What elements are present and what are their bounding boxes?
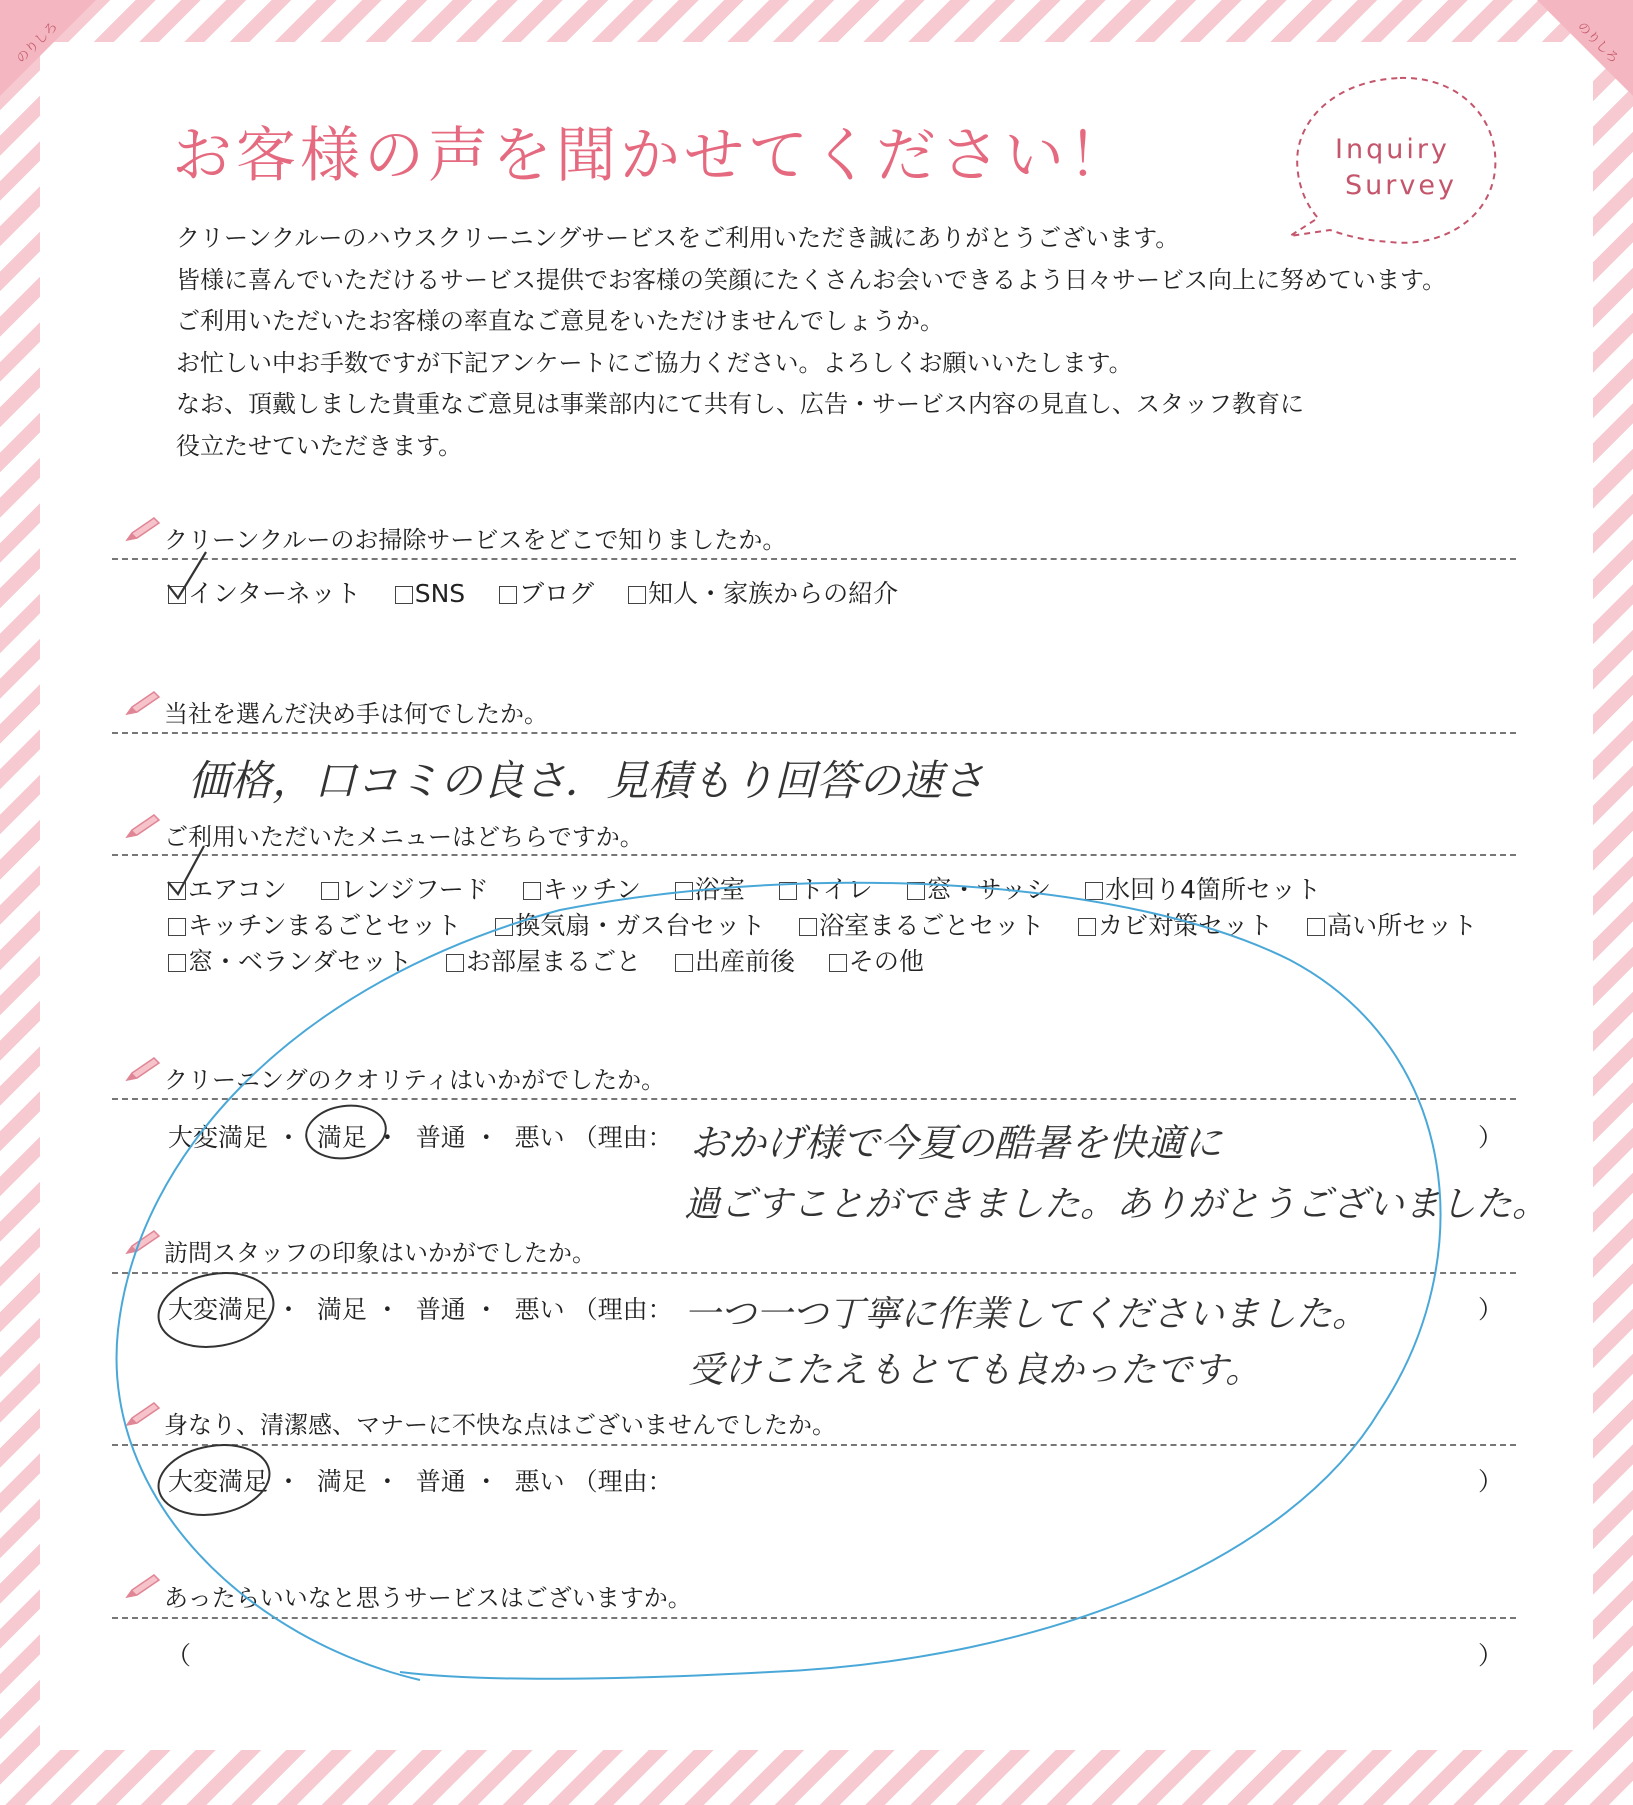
glue-margin-top-left	[0, 0, 120, 120]
option-label: キッチンまるごとセット	[188, 911, 462, 940]
close-paren: ）	[1478, 1641, 1504, 1670]
close-paren: ）	[1478, 1467, 1504, 1496]
option-blog[interactable]	[499, 579, 594, 608]
checkbox[interactable]	[779, 882, 797, 900]
divider	[112, 558, 1516, 560]
rating-staff: 大変満足 ・ 満足 ・ 普通 ・ 悪い （理由：	[168, 1290, 673, 1326]
option-label: カビ対策セット	[1098, 911, 1274, 940]
menu-option[interactable]	[495, 911, 765, 940]
checkbox[interactable]	[499, 586, 517, 604]
option-label: ブログ	[519, 579, 595, 608]
menu-row-3	[168, 942, 950, 978]
checkbox[interactable]	[523, 882, 541, 900]
source-options	[168, 574, 924, 610]
reason-label: （理由：	[572, 1467, 673, 1496]
intro-line: クリーンクルーのハウスクリーニングサービスをご利用いただき誠にありがとうございます。	[176, 224, 1180, 252]
rating-neutral[interactable]: 普通	[415, 1123, 466, 1152]
survey-badge	[1335, 132, 1457, 204]
glue-label: のりしろ	[1573, 19, 1622, 67]
checkbox[interactable]	[1307, 918, 1325, 936]
rating-satisfied[interactable]: 満足	[316, 1467, 367, 1496]
close-paren: ）	[1478, 1123, 1504, 1152]
question-deciding-factor: 当社を選んだ決め手は何でしたか。	[164, 700, 548, 728]
question-staff-impression: 訪問スタッフの印象はいかがでしたか。	[164, 1239, 596, 1267]
menu-row-2	[168, 906, 1503, 942]
pencil-icon	[124, 1400, 162, 1428]
option-label: 出産前後	[694, 947, 795, 976]
option-label: インターネット	[188, 579, 361, 608]
question-manners: 身なり、清潔感、マナーに不快な点はございませんでしたか。	[164, 1411, 836, 1439]
rating-very-satisfied[interactable]: 大変満足	[168, 1123, 269, 1152]
badge-line-2: Survey	[1345, 170, 1457, 201]
option-referral[interactable]	[628, 579, 898, 608]
option-label: 窓・サッシ	[926, 875, 1052, 904]
option-label: 浴室まるごとセット	[819, 911, 1045, 940]
option-label: その他	[848, 947, 924, 976]
pencil-icon	[124, 1572, 162, 1600]
divider	[112, 854, 1516, 856]
menu-option[interactable]	[1078, 911, 1273, 940]
option-label: トイレ	[798, 875, 873, 904]
checkbox[interactable]	[495, 918, 513, 936]
handwritten-answer[interactable]: 価格，口コミの良さ．見積もり回答の速さ	[188, 756, 985, 805]
reason-label: （理由：	[572, 1123, 673, 1152]
rating-neutral[interactable]: 普通	[415, 1295, 466, 1324]
divider	[112, 1272, 1516, 1274]
option-label: キッチン	[542, 875, 641, 904]
checkbox-checked[interactable]	[168, 882, 186, 900]
checkbox[interactable]	[675, 882, 693, 900]
rating-satisfied[interactable]: 満足	[316, 1295, 367, 1324]
checkbox[interactable]	[395, 586, 413, 604]
menu-option[interactable]	[321, 875, 489, 904]
checkbox[interactable]	[829, 954, 847, 972]
checkbox[interactable]	[1078, 918, 1096, 936]
intro-line: 役立たせていただきます。	[176, 431, 463, 460]
reason-label: （理由：	[572, 1295, 673, 1324]
handwritten-answer[interactable]: おかげ様で今夏の酷暑を快適に	[690, 1121, 1223, 1165]
rating-very-satisfied[interactable]: 大変満足	[168, 1295, 269, 1324]
intro-line: 皆様に喜んでいただけるサービス提供でお客様の笑顔にたくさんお会いできるよう日々サービス向上に努めています。	[176, 265, 1447, 294]
menu-option[interactable]	[446, 947, 641, 976]
rating-bad[interactable]: 悪い	[514, 1295, 565, 1324]
handwritten-answer[interactable]: 一つ一つ丁寧に作業してくださいました。	[684, 1294, 1369, 1335]
option-label: レンジフード	[340, 875, 489, 904]
menu-option[interactable]	[1307, 911, 1477, 940]
close-paren: ）	[1478, 1295, 1504, 1324]
menu-option[interactable]	[1085, 875, 1321, 904]
divider	[112, 732, 1516, 734]
rating-very-satisfied[interactable]: 大変満足	[168, 1467, 269, 1496]
divider	[112, 1098, 1516, 1100]
option-label: お部屋まるごと	[465, 947, 641, 976]
menu-option[interactable]	[799, 911, 1044, 940]
handwritten-answer[interactable]: 過ごすことができました。ありがとうございました。	[684, 1184, 1549, 1225]
menu-option[interactable]	[907, 875, 1052, 904]
option-label: SNS	[414, 579, 466, 608]
pencil-icon	[124, 1228, 162, 1256]
rating-neutral[interactable]: 普通	[415, 1467, 466, 1496]
menu-row-1	[168, 870, 1347, 906]
badge-line-1: Inquiry	[1335, 134, 1450, 165]
divider	[112, 1444, 1516, 1446]
rating-quality: 大変満足 ・ 満足 ・ 普通 ・ 悪い （理由：	[168, 1118, 673, 1154]
checkbox[interactable]	[799, 918, 817, 936]
question-desired-service: あったらいいなと思うサービスはございますか。	[164, 1584, 692, 1612]
pencil-icon	[124, 812, 162, 840]
intro-line: お忙しい中お手数ですが下記アンケートにご協力ください。よろしくお願いいたします。	[176, 348, 1133, 377]
pencil-icon	[124, 689, 162, 717]
option-label: 浴室	[694, 875, 745, 904]
pencil-icon	[124, 515, 162, 543]
divider	[112, 1617, 1516, 1619]
rating-bad[interactable]: 悪い	[514, 1123, 565, 1152]
option-label: 換気扇・ガス台セット	[515, 911, 766, 940]
checkbox[interactable]	[1085, 882, 1103, 900]
option-label: 水回り4箇所セット	[1105, 875, 1321, 904]
intro-line: なお、頂戴しました貴重なご意見は事業部内にて共有し、広告・サービス内容の見直し、スタッフ教育に	[176, 390, 1304, 418]
option-label: 知人・家族からの紹介	[648, 579, 899, 608]
checkbox[interactable]	[168, 918, 186, 936]
checkbox[interactable]	[321, 882, 339, 900]
question-source: クリーンクルーのお掃除サービスをどこで知りましたか。	[164, 526, 787, 554]
menu-option[interactable]	[675, 947, 795, 976]
checkbox-checked[interactable]	[168, 586, 186, 604]
checkbox[interactable]	[446, 954, 464, 972]
open-paren: （	[166, 1641, 192, 1670]
page-title: お客様の声を聞かせてください！	[172, 121, 1132, 191]
checkbox[interactable]	[168, 954, 186, 972]
glue-margin-top-right	[1513, 0, 1633, 120]
menu-option[interactable]	[523, 875, 641, 904]
checkbox[interactable]	[907, 882, 925, 900]
rating-manners: 大変満足 ・ 満足 ・ 普通 ・ 悪い （理由：	[168, 1462, 673, 1498]
checkbox[interactable]	[628, 586, 646, 604]
option-internet[interactable]	[168, 579, 361, 608]
option-label: エアコン	[188, 875, 287, 904]
intro-line: ご利用いただいたお客様の率直なご意見をいただけませんでしょうか。	[176, 307, 944, 335]
rating-bad[interactable]: 悪い	[514, 1467, 565, 1496]
handwritten-answer[interactable]: 受けこたえもとても良かったです。	[688, 1350, 1262, 1391]
menu-option[interactable]	[168, 911, 461, 940]
menu-option[interactable]	[829, 947, 924, 976]
pencil-icon	[124, 1055, 162, 1083]
question-quality: クリーニングのクオリティはいかがでしたか。	[164, 1066, 666, 1094]
rating-satisfied[interactable]: 満足	[316, 1123, 367, 1152]
menu-option-aircon[interactable]	[168, 875, 287, 904]
menu-option[interactable]	[675, 875, 745, 904]
menu-option[interactable]	[168, 947, 412, 976]
option-sns[interactable]	[395, 579, 465, 608]
option-label: 窓・ベランダセット	[188, 947, 413, 976]
glue-label: のりしろ	[13, 19, 62, 67]
checkbox[interactable]	[675, 954, 693, 972]
menu-option[interactable]	[779, 875, 873, 904]
question-menu: ご利用いただいたメニューはどちらですか。	[164, 823, 644, 851]
intro-text	[176, 218, 1446, 467]
option-label: 高い所セット	[1327, 911, 1478, 940]
